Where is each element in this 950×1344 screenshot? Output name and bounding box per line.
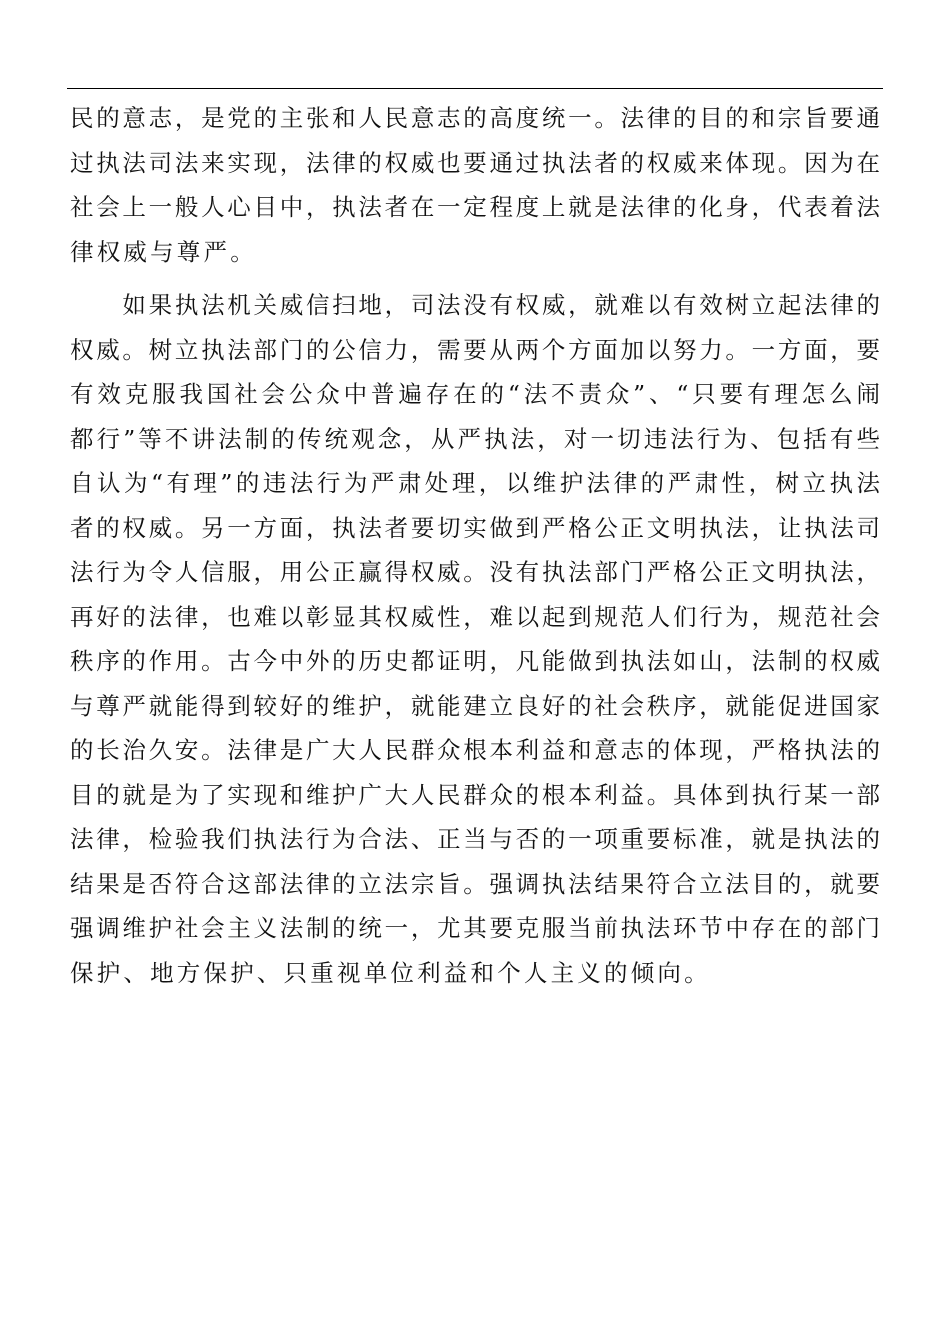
text-line: 的长治久安。法律是广大人民群众根本利益和意志的体现，严格执法的 [70, 736, 880, 764]
document-body [70, 96, 880, 995]
text-line: 民的意志，是党的主张和人民意志的高度统一。法律的目的和宗旨要通 [70, 104, 880, 132]
text-line: 目的就是为了实现和维护广大人民群众的根本利益。具体到执行某一部 [70, 780, 880, 809]
text-line: 保护、地方保护、只重视单位利益和个人主义的倾向。 [70, 958, 711, 987]
text-line: 律权威与尊严。 [70, 237, 257, 266]
text-line: 法行为令人信服，用公正赢得权威。没有执法部门严格公正文明执法， [70, 558, 880, 586]
text-line: 强调维护社会主义法制的统一，尤其要克服当前执法环节中存在的部门 [70, 914, 880, 942]
paragraph [70, 283, 880, 995]
text-line: 法律，检验我们执法行为合法、正当与否的一项重要标准，就是执法的 [70, 825, 880, 853]
text-line: 秩序的作用。古今中外的历史都证明，凡能做到执法如山，法制的权威 [70, 647, 880, 675]
text-line: 者的权威。另一方面，执法者要切实做到严格公正文明执法，让执法司 [70, 513, 880, 542]
paragraph [70, 96, 880, 274]
text-line: 社会上一般人心目中，执法者在一定程度上就是法律的化身，代表着法 [70, 193, 880, 221]
text-line: 如果执法机关威信扫地，司法没有权威，就难以有效树立起法律的 [70, 291, 880, 319]
text-line: 结果是否符合这部法律的立法宗旨。强调执法结果符合立法目的，就要 [70, 869, 880, 898]
text-line: 权威。树立执法部门的公信力，需要从两个方面加以努力。一方面，要 [70, 335, 880, 364]
header-rule [67, 88, 883, 89]
text-line: 与尊严就能得到较好的维护，就能建立良好的社会秩序，就能促进国家 [70, 691, 880, 720]
text-line: 都行”等不讲法制的传统观念，从严执法，对一切违法行为、包括有些 [70, 424, 880, 453]
text-line: 过执法司法来实现，法律的权威也要通过执法者的权威来体现。因为在 [70, 148, 880, 177]
paragraph-spacing [70, 274, 880, 283]
text-line: 自认为“有理”的违法行为严肃处理，以维护法律的严肃性，树立执法 [70, 469, 880, 497]
text-line: 再好的法律，也难以彰显其权威性，难以起到规范人们行为，规范社会 [70, 602, 880, 631]
text-line: 有效克服我国社会公众中普遍存在的“法不责众”、“只要有理怎么闹 [70, 380, 880, 408]
